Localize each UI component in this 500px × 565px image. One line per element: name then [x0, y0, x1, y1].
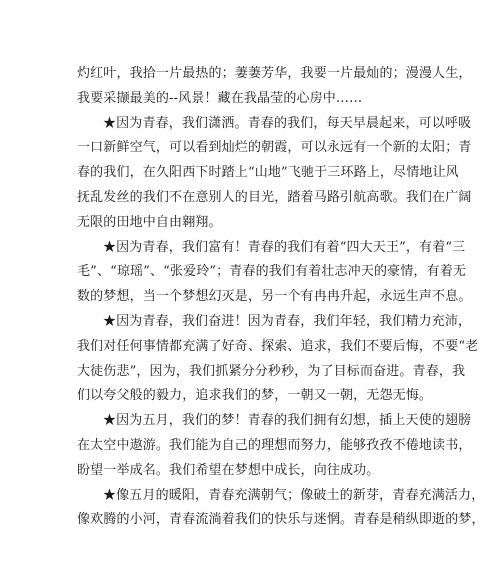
paragraph-6 [77, 484, 485, 534]
text-line: ★因为青春，我们富有！青春的我们有着“四大天王”，有着“三 [103, 239, 466, 255]
text-line: 大徒伤悲”，因为，我们抓紧分分秒秒，为了目标而奋进。青春，我 [77, 363, 466, 379]
text-line: 毛”、“琼瑶”、“张爱玲”；青春的我们有着壮志冲天的豪情，有着无 [77, 264, 467, 280]
text-line: 无限的田地中自由翱翔。 [77, 214, 222, 230]
text-line: 我们对任何事情都充满了好奇、探索、追求，我们不要后悔，不要“老 [77, 338, 479, 354]
paragraph-4 [77, 310, 479, 409]
text-line: 一口新鲜空气，可以看到灿烂的朝霞，可以永远有一个新的太阳；青 [77, 140, 472, 156]
document-body [77, 62, 485, 533]
paragraph-5 [77, 409, 472, 483]
text-line: 们以夸父般的毅力，追求我们的梦，一朝又一朝，无怨无悔。 [77, 388, 433, 404]
text-line: ★因为五月，我们的梦！青春的我们拥有幻想，插上天使的翅膀 [103, 413, 472, 429]
paragraph-1 [77, 62, 472, 112]
text-line: 盼望一举成名。我们希望在梦想中成长，向往成功。 [77, 462, 380, 478]
text-line: ★像五月的暖阳，青春充满朝气；像破土的新芽，青春充满活力， [103, 487, 485, 503]
paragraph-2 [77, 112, 472, 236]
text-line: ★因为青春，我们潇洒。青春的我们，每天早晨起来，可以呼吸 [103, 115, 472, 131]
text-line: 我要采撷最美的--风景！藏在我晶莹的心房中…… [77, 90, 363, 106]
paragraph-3 [77, 236, 472, 310]
text-line: 春的我们，在久阳西下时踏上“山地”飞驰于三环路上，尽情地让风 [77, 165, 459, 181]
text-line: 在太空中遨游。我们能为自己的理想而努力，能够孜孜不倦地读书， [77, 437, 472, 453]
text-line: 像欢腾的小河，青春流淌着我们的快乐与迷惘。青春是稍纵即逝的梦， [77, 512, 485, 528]
text-line: 灼红叶，我拾一片最热的；萋萋芳华，我要一片最灿的；漫漫人生， [77, 66, 472, 81]
text-line: ★因为青春，我们奋进！因为青春，我们年轻，我们精力充沛， [103, 313, 472, 329]
text-line: 抚乱发丝的我们不在意别人的目光，踏着马路引航高歌。我们在广阔 [77, 189, 472, 205]
text-line: 数的梦想，当一个梦想幻灭是，另一个有冉冉升起，永远生声不息。 [77, 289, 472, 305]
